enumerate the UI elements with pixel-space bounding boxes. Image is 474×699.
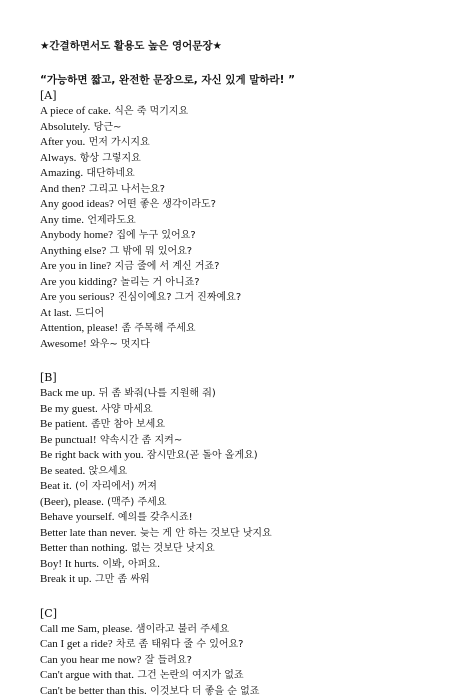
korean-translation: 지금 줄에 서 계신 거죠? [115,261,220,272]
korean-translation: 당근~ [94,122,122,133]
korean-translation: 잘 들려요? [145,655,192,666]
phrase-entry [40,541,460,557]
korean-translation: 드디어 [75,308,104,319]
document-subtitle: “가능하면 짧고, 완전한 문장으로, 자신 있게 말하라! ” [40,72,460,88]
korean-translation: 늦는 게 안 하는 것보단 낫지요 [140,528,272,539]
korean-translation: 진심이예요? 그거 진짜예요? [118,292,241,303]
phrase-entry [40,402,460,418]
korean-translation: 언제라도요 [87,215,135,226]
phrase-entry [40,448,460,464]
english-phrase: Beat it. [40,480,72,492]
english-phrase: After you. [40,136,85,148]
english-phrase: Call me Sam, please. [40,623,133,635]
korean-translation: (이 자리에서) 꺼져 [75,481,157,492]
korean-translation: 그 밖에 뭐 있어요? [110,246,192,257]
phrase-entry [40,135,460,151]
phrase-entry [40,244,460,260]
korean-translation: 예의를 갖추시죠! [118,512,193,523]
english-phrase: Back me up. [40,387,95,399]
phrase-entry [40,151,460,167]
english-phrase: Can I get a ride? [40,638,113,650]
english-phrase: Can't argue with that. [40,669,134,681]
korean-translation: 집에 누구 있어요? [116,230,195,241]
phrase-entry [40,182,460,198]
phrase-entry [40,213,460,229]
phrase-entry [40,120,460,136]
korean-translation: 어떤 좋은 생각이라도? [117,199,216,210]
phrase-entry [40,321,460,337]
english-phrase: Absolutely. [40,121,90,133]
phrase-entry [40,495,460,511]
phrase-entry [40,166,460,182]
english-phrase: At last. [40,307,72,319]
section-label: [B] [40,370,460,386]
english-phrase: Better than nothing. [40,542,128,554]
section [40,370,460,588]
phrase-entry [40,433,460,449]
korean-translation: 놀리는 거 아니죠? [120,277,199,288]
phrase-entry [40,290,460,306]
document-title: ★간결하면서도 활용도 높은 영어문장★ [40,38,460,54]
korean-translation: 약속시간 좀 지켜~ [100,435,182,446]
korean-translation: 잠시만요(곧 돌아 올게요) [147,450,258,461]
korean-translation: 좀만 참아 보세요 [91,419,165,430]
phrase-entry [40,197,460,213]
english-phrase: Are you in line? [40,260,111,272]
section [40,606,460,699]
phrase-entry [40,417,460,433]
english-phrase: Anything else? [40,245,106,257]
english-phrase: Awesome! [40,338,87,350]
english-phrase: Be punctual! [40,434,97,446]
korean-translation: 차로 좀 태워다 줄 수 있어요? [116,639,243,650]
korean-translation: 좀 주목해 주세요 [122,323,196,334]
korean-translation: 항상 그렇지요 [80,153,141,164]
english-phrase: Be right back with you. [40,449,144,461]
phrase-entry [40,622,460,638]
korean-translation: 없는 것보단 낫지요 [131,543,215,554]
korean-translation: 이것보다 더 좋을 순 없죠 [150,686,259,697]
english-phrase: A piece of cake. [40,105,111,117]
korean-translation: 이봐, 아퍼요. [102,559,160,570]
english-phrase: Can't be better than this. [40,685,147,697]
korean-translation: 와우~ 멋지다 [90,339,150,350]
korean-translation: 그건 논란의 여지가 없죠 [137,670,243,681]
korean-translation: 앉으세요 [89,466,128,477]
korean-translation: 먼저 가시지요 [89,137,150,148]
phrase-entry [40,684,460,699]
english-phrase: Amazing. [40,167,83,179]
english-phrase: Better late than never. [40,527,137,539]
korean-translation: (맥주) 주세요 [107,497,166,508]
korean-translation: 그리고 나서는요? [89,184,165,195]
document-page [40,38,460,699]
english-phrase: Behave yourself. [40,511,115,523]
english-phrase: Be seated. [40,465,85,477]
phrase-entry [40,668,460,684]
phrase-entry [40,479,460,495]
phrase-entry [40,259,460,275]
korean-translation: 그만 좀 싸워 [95,574,150,585]
english-phrase: Boy! It hurts. [40,558,99,570]
english-phrase: Anybody home? [40,229,113,241]
english-phrase: Break it up. [40,573,92,585]
phrase-entry [40,653,460,669]
phrase-entry [40,572,460,588]
korean-translation: 대단하네요 [86,168,134,179]
phrase-entry [40,637,460,653]
english-phrase: Can you hear me now? [40,654,141,666]
english-phrase: And then? [40,183,86,195]
english-phrase: Always. [40,152,76,164]
english-phrase: Are you serious? [40,291,115,303]
phrase-entry [40,275,460,291]
section-label: [A] [40,88,460,104]
phrase-entry [40,526,460,542]
english-phrase: Be my guest. [40,403,98,415]
phrase-entry [40,464,460,480]
phrase-sections [40,88,460,699]
korean-translation: 뒤 좀 봐줘(나를 지원해 줘) [99,388,216,399]
phrase-entry [40,306,460,322]
section-label: [C] [40,606,460,622]
phrase-entry [40,104,460,120]
english-phrase: Be patient. [40,418,88,430]
english-phrase: Attention, please! [40,322,118,334]
section [40,88,460,352]
phrase-entry [40,337,460,353]
english-phrase: Any time. [40,214,84,226]
korean-translation: 샘이라고 불러 주세요 [136,624,229,635]
korean-translation: 사양 마세요 [101,404,152,415]
english-phrase: Are you kidding? [40,276,117,288]
phrase-entry [40,228,460,244]
english-phrase: Any good ideas? [40,198,114,210]
phrase-entry [40,510,460,526]
korean-translation: 식은 죽 먹기지요 [114,106,188,117]
phrase-entry [40,386,460,402]
english-phrase: (Beer), please. [40,496,104,508]
phrase-entry [40,557,460,573]
